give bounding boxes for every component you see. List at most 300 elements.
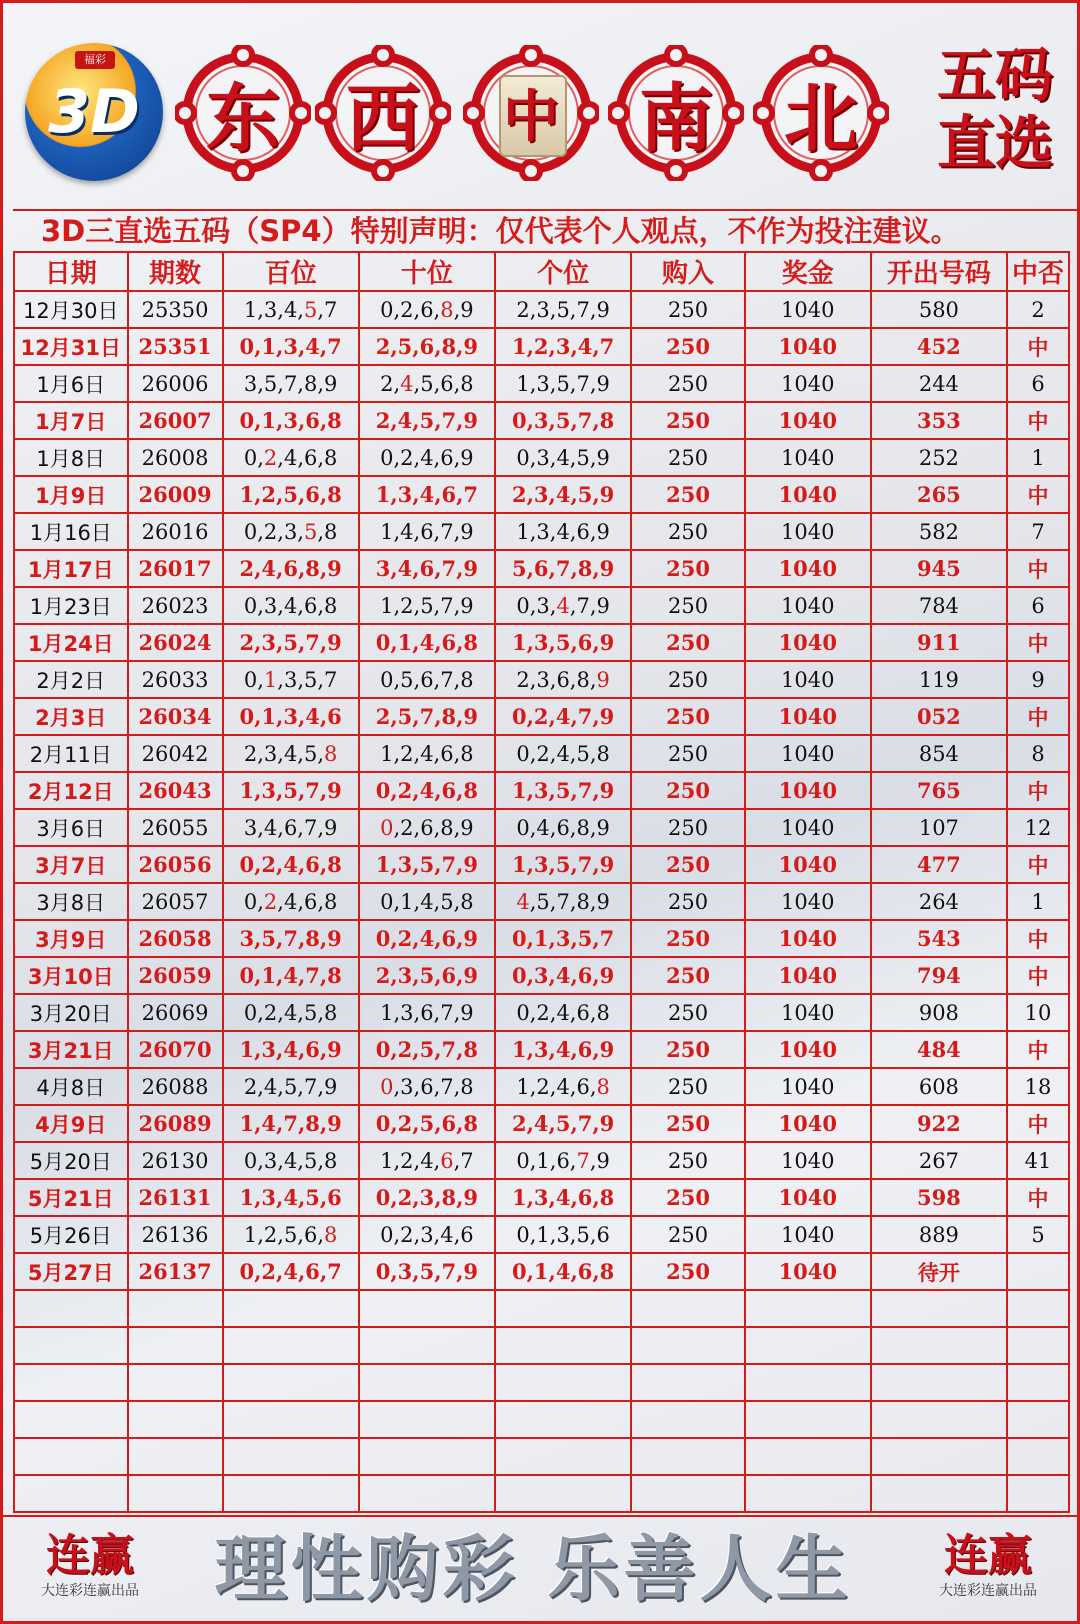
col-header-units: 个位 — [495, 252, 631, 291]
empty-cell — [14, 1475, 128, 1512]
logo-text: 3D — [48, 77, 140, 147]
digit-text: ,9 — [589, 1148, 610, 1173]
header-banner — [3, 3, 1077, 208]
cell-result: 477 — [871, 846, 1007, 883]
cell-status: 18 — [1007, 1068, 1069, 1105]
digit-text: 2,4,6,8,9 — [239, 556, 342, 581]
digit-text: 1,2,5,7,9 — [380, 593, 474, 618]
digit-text: ,5,7,8,9 — [529, 889, 610, 914]
cell-tens — [359, 550, 495, 587]
cell-cost: 250 — [631, 735, 745, 772]
cell-cost: 250 — [631, 328, 745, 365]
empty-cell — [495, 1290, 631, 1327]
cell-date: 1月9日 — [14, 476, 128, 513]
table-row — [14, 1105, 1069, 1142]
cell-cost: 250 — [631, 1068, 745, 1105]
cell-result: 765 — [871, 772, 1007, 809]
digit-text: 1,3,4,6,8 — [511, 1185, 615, 1210]
cell-cost: 250 — [631, 439, 745, 476]
cell-prize: 1040 — [745, 772, 871, 809]
empty-row — [14, 1475, 1069, 1512]
cell-issue: 26042 — [128, 735, 223, 772]
cell-prize: 1040 — [745, 735, 871, 772]
col-header-result: 开出号码 — [871, 252, 1007, 291]
digit-text: 0,2,4,6,7 — [239, 1259, 342, 1284]
table-row — [14, 1179, 1069, 1216]
cell-units — [495, 1068, 631, 1105]
table-row — [14, 439, 1069, 476]
digit-text: 0,2,4,6,8 — [239, 852, 342, 877]
cell-hundreds — [223, 957, 359, 994]
five-code-title — [935, 41, 1055, 177]
empty-cell — [631, 1438, 745, 1475]
digit-text: 1,2,4,6, — [516, 1074, 597, 1099]
direction-char: 中 — [503, 85, 559, 150]
cell-tens — [359, 772, 495, 809]
empty-row — [14, 1401, 1069, 1438]
cell-cost: 250 — [631, 846, 745, 883]
empty-cell — [1007, 1475, 1069, 1512]
digit-text: 1,3,5,7,9 — [516, 371, 610, 396]
col-header-status: 中否 — [1007, 252, 1069, 291]
cell-prize: 1040 — [745, 439, 871, 476]
matched-digit: 7 — [576, 1148, 590, 1173]
cell-cost: 250 — [631, 957, 745, 994]
matched-digit: 0 — [380, 815, 394, 840]
cell-issue: 26137 — [128, 1253, 223, 1290]
cell-prize: 1040 — [745, 550, 871, 587]
cell-units — [495, 661, 631, 698]
cell-prize: 1040 — [745, 587, 871, 624]
digit-text: 3,4,6,7,9 — [375, 556, 479, 581]
empty-cell — [495, 1475, 631, 1512]
cell-tens — [359, 365, 495, 402]
cell-tens — [359, 439, 495, 476]
cell-status: 中 — [1007, 1179, 1069, 1216]
digit-text: 2, — [380, 371, 401, 396]
cell-status: 中 — [1007, 624, 1069, 661]
cell-status: 中 — [1007, 402, 1069, 439]
disclaimer-notice: 3D三直选五码（SP4）特别声明：仅代表个人观点，不作为投注建议。 — [13, 209, 1080, 251]
cell-hundreds — [223, 624, 359, 661]
empty-cell — [495, 1438, 631, 1475]
cell-result: 922 — [871, 1105, 1007, 1142]
cell-units — [495, 365, 631, 402]
cell-issue: 26070 — [128, 1031, 223, 1068]
cell-cost: 250 — [631, 476, 745, 513]
cell-result: 119 — [871, 661, 1007, 698]
cell-result: 598 — [871, 1179, 1007, 1216]
cell-hundreds — [223, 772, 359, 809]
table-row — [14, 661, 1069, 698]
brand-name-left: 连赢 — [46, 1530, 134, 1581]
digit-text: 0,2,4,5,8 — [516, 741, 610, 766]
cell-units — [495, 809, 631, 846]
empty-cell — [871, 1475, 1007, 1512]
matched-digit: 4 — [556, 593, 570, 618]
digit-text: 1,4,6,7,9 — [380, 519, 474, 544]
digit-text: 0,4,6,8,9 — [516, 815, 610, 840]
digit-text: 0,1,3,5,6 — [516, 1222, 610, 1247]
cell-tens — [359, 1068, 495, 1105]
cell-status: 41 — [1007, 1142, 1069, 1179]
cell-result: 608 — [871, 1068, 1007, 1105]
cell-tens — [359, 809, 495, 846]
cell-units — [495, 1105, 631, 1142]
table-row — [14, 476, 1069, 513]
digit-text: 2,5,7,8,9 — [375, 704, 479, 729]
cell-status: 中 — [1007, 920, 1069, 957]
cell-date: 3月7日 — [14, 846, 128, 883]
cell-hundreds — [223, 365, 359, 402]
cell-hundreds — [223, 1142, 359, 1179]
cell-prize: 1040 — [745, 1105, 871, 1142]
matched-digit: 5 — [303, 297, 318, 322]
cell-units — [495, 513, 631, 550]
empty-cell — [14, 1438, 128, 1475]
digit-text: 0,3,5,7,9 — [375, 1259, 479, 1284]
cell-tens — [359, 328, 495, 365]
digit-text: 0,3,4,6,8 — [243, 593, 338, 618]
cell-cost: 250 — [631, 550, 745, 587]
cell-status: 2 — [1007, 291, 1069, 328]
digit-text: 0,3,5,7,8 — [511, 408, 615, 433]
results-table — [13, 251, 1070, 1513]
cell-date: 2月2日 — [14, 661, 128, 698]
digit-text: 0,1,4,5,8 — [380, 889, 474, 914]
cell-status: 7 — [1007, 513, 1069, 550]
footer-banner — [3, 1515, 1077, 1623]
table-row — [14, 624, 1069, 661]
empty-cell — [359, 1475, 495, 1512]
cell-tens — [359, 291, 495, 328]
empty-cell — [871, 1401, 1007, 1438]
cell-result: 911 — [871, 624, 1007, 661]
brand-sub-right: 大连彩连赢出品 — [939, 1583, 1037, 1599]
digit-text: 1,3,5,6,9 — [511, 630, 615, 655]
cell-prize: 1040 — [745, 624, 871, 661]
empty-cell — [745, 1327, 871, 1364]
empty-cell — [128, 1475, 223, 1512]
cell-units — [495, 476, 631, 513]
digit-text: 0,2,3,4,6 — [380, 1222, 474, 1247]
cell-cost: 250 — [631, 1179, 745, 1216]
cell-date: 3月21日 — [14, 1031, 128, 1068]
cell-cost: 250 — [631, 661, 745, 698]
cell-date: 4月8日 — [14, 1068, 128, 1105]
digit-text: 1,2,4, — [380, 1148, 441, 1173]
cell-hundreds — [223, 1105, 359, 1142]
cell-cost: 250 — [631, 698, 745, 735]
digit-text: 0,2,4,6,9 — [375, 926, 479, 951]
cell-tens — [359, 1216, 495, 1253]
brand-logo-left — [25, 1531, 155, 1601]
cell-date: 1月16日 — [14, 513, 128, 550]
digit-text: 2,5,6,8,9 — [375, 334, 479, 359]
cell-hundreds — [223, 291, 359, 328]
cell-status: 中 — [1007, 476, 1069, 513]
table-header-row — [14, 252, 1069, 291]
cell-cost: 250 — [631, 587, 745, 624]
digit-text: 1,3,4,5,6 — [239, 1185, 342, 1210]
empty-cell — [223, 1401, 359, 1438]
digit-text: 0,3,4,5,9 — [516, 445, 610, 470]
cell-cost: 250 — [631, 920, 745, 957]
digit-text: 5,6,7,8,9 — [511, 556, 615, 581]
direction-circle — [463, 45, 599, 181]
cell-status: 中 — [1007, 328, 1069, 365]
cell-date: 2月11日 — [14, 735, 128, 772]
cell-date: 1月8日 — [14, 439, 128, 476]
cell-issue: 26033 — [128, 661, 223, 698]
digit-text: 2,3,4,5, — [243, 741, 325, 766]
cell-tens — [359, 402, 495, 439]
empty-cell — [1007, 1364, 1069, 1401]
cell-cost: 250 — [631, 365, 745, 402]
cell-date: 4月9日 — [14, 1105, 128, 1142]
empty-cell — [871, 1290, 1007, 1327]
cell-prize: 1040 — [745, 957, 871, 994]
cell-date: 1月7日 — [14, 402, 128, 439]
cell-prize: 1040 — [745, 476, 871, 513]
cell-hundreds — [223, 661, 359, 698]
empty-cell — [128, 1290, 223, 1327]
cell-issue: 26043 — [128, 772, 223, 809]
brand-sub-left: 大连彩连赢出品 — [41, 1583, 139, 1599]
cell-hundreds — [223, 1253, 359, 1290]
cell-units — [495, 291, 631, 328]
table-row — [14, 365, 1069, 402]
cell-issue: 26023 — [128, 587, 223, 624]
cell-result: 353 — [871, 402, 1007, 439]
digit-text: 3,5,7,8,9 — [243, 371, 338, 396]
empty-cell — [223, 1438, 359, 1475]
cell-prize: 1040 — [745, 994, 871, 1031]
matched-digit: 5 — [303, 519, 318, 544]
cell-date: 5月20日 — [14, 1142, 128, 1179]
cell-date: 1月24日 — [14, 624, 128, 661]
digit-text: 2,3,4,5,9 — [511, 482, 615, 507]
cell-result: 452 — [871, 328, 1007, 365]
digit-text: 0,1,6, — [516, 1148, 577, 1173]
table-row — [14, 883, 1069, 920]
empty-cell — [223, 1364, 359, 1401]
empty-row — [14, 1364, 1069, 1401]
cell-issue: 26007 — [128, 402, 223, 439]
cell-result: 267 — [871, 1142, 1007, 1179]
cell-hundreds — [223, 698, 359, 735]
table-row — [14, 920, 1069, 957]
digit-text: 0,3,4,6,9 — [511, 963, 615, 988]
cell-units — [495, 402, 631, 439]
cell-cost: 250 — [631, 1031, 745, 1068]
cell-prize: 1040 — [745, 1142, 871, 1179]
cell-issue: 26130 — [128, 1142, 223, 1179]
cell-tens — [359, 476, 495, 513]
cell-result: 265 — [871, 476, 1007, 513]
digit-text: 0,1,4,6,8 — [375, 630, 479, 655]
cell-date: 3月20日 — [14, 994, 128, 1031]
digit-text: 1,3,4, — [243, 297, 304, 322]
cell-issue: 26016 — [128, 513, 223, 550]
empty-cell — [871, 1327, 1007, 1364]
slogan: 理性购彩 乐善人生 — [214, 1527, 852, 1611]
table-row — [14, 513, 1069, 550]
table-row — [14, 698, 1069, 735]
empty-cell — [745, 1290, 871, 1327]
digit-text: 2,3,5,6,9 — [375, 963, 479, 988]
col-header-hundreds: 百位 — [223, 252, 359, 291]
cell-tens — [359, 1142, 495, 1179]
empty-cell — [359, 1327, 495, 1364]
digit-text: ,4,6,8 — [277, 445, 338, 470]
cell-tens — [359, 920, 495, 957]
cell-cost: 250 — [631, 291, 745, 328]
table-row — [14, 735, 1069, 772]
table-row — [14, 772, 1069, 809]
cell-prize: 1040 — [745, 365, 871, 402]
digit-text: 0,1,3,6,8 — [239, 408, 342, 433]
cell-result: 945 — [871, 550, 1007, 587]
empty-cell — [14, 1327, 128, 1364]
cell-tens — [359, 883, 495, 920]
cell-issue: 26017 — [128, 550, 223, 587]
cell-prize: 1040 — [745, 1216, 871, 1253]
cell-hundreds — [223, 328, 359, 365]
cell-status: 6 — [1007, 365, 1069, 402]
col-header-prize: 奖金 — [745, 252, 871, 291]
digit-text: 0,2,4,6,8 — [516, 1000, 610, 1025]
cell-prize: 1040 — [745, 883, 871, 920]
digit-text: ,7 — [453, 1148, 474, 1173]
cell-cost: 250 — [631, 1216, 745, 1253]
matched-digit: 8 — [324, 1222, 338, 1247]
empty-cell — [14, 1290, 128, 1327]
cell-issue: 26009 — [128, 476, 223, 513]
digit-text: 1,3,5,7,9 — [239, 778, 342, 803]
cell-issue: 26089 — [128, 1105, 223, 1142]
cell-units — [495, 957, 631, 994]
cell-cost: 250 — [631, 402, 745, 439]
matched-digit: 8 — [596, 1074, 610, 1099]
empty-cell — [14, 1364, 128, 1401]
cell-result: 543 — [871, 920, 1007, 957]
cell-issue: 26131 — [128, 1179, 223, 1216]
matched-digit: 8 — [324, 741, 338, 766]
cell-hundreds — [223, 476, 359, 513]
digit-text: 0, — [243, 667, 264, 692]
cell-date: 1月17日 — [14, 550, 128, 587]
cell-issue: 26056 — [128, 846, 223, 883]
cell-status: 9 — [1007, 661, 1069, 698]
cell-cost: 250 — [631, 994, 745, 1031]
cell-prize: 1040 — [745, 661, 871, 698]
digit-text: 1,3,5,7,9 — [511, 852, 615, 877]
digit-text: 2,4,5,7,9 — [243, 1074, 338, 1099]
digit-text: 1,2,3,4,7 — [511, 334, 615, 359]
empty-cell — [128, 1364, 223, 1401]
table-row — [14, 994, 1069, 1031]
direction-circle — [608, 45, 744, 181]
cell-cost: 250 — [631, 513, 745, 550]
table-body — [14, 291, 1069, 1512]
digit-text: ,3,5,7 — [277, 667, 338, 692]
cell-units — [495, 1179, 631, 1216]
cell-units — [495, 920, 631, 957]
cell-units — [495, 439, 631, 476]
digit-text: 1,3,5,7,9 — [375, 852, 479, 877]
empty-cell — [128, 1438, 223, 1475]
empty-cell — [745, 1401, 871, 1438]
digit-text: 0,2,3,8,9 — [375, 1185, 479, 1210]
cell-result: 244 — [871, 365, 1007, 402]
cell-status: 中 — [1007, 772, 1069, 809]
cell-status: 中 — [1007, 1105, 1069, 1142]
cell-hundreds — [223, 587, 359, 624]
cell-units — [495, 994, 631, 1031]
cell-status: 中 — [1007, 1031, 1069, 1068]
empty-cell — [871, 1364, 1007, 1401]
cell-issue: 26055 — [128, 809, 223, 846]
empty-cell — [1007, 1290, 1069, 1327]
cell-status: 中 — [1007, 698, 1069, 735]
empty-cell — [745, 1475, 871, 1512]
cell-units — [495, 772, 631, 809]
table-row — [14, 1031, 1069, 1068]
empty-cell — [359, 1364, 495, 1401]
cell-tens — [359, 1179, 495, 1216]
cell-date: 12月31日 — [14, 328, 128, 365]
col-header-date: 日期 — [14, 252, 128, 291]
cell-result: 582 — [871, 513, 1007, 550]
digit-text: ,3,6,7,8 — [393, 1074, 474, 1099]
empty-cell — [495, 1327, 631, 1364]
matched-digit: 2 — [263, 889, 278, 914]
digit-text: 0, — [243, 445, 264, 470]
cell-units — [495, 735, 631, 772]
matched-digit: 1 — [263, 667, 278, 692]
digit-text: 0,1,4,7,8 — [239, 963, 342, 988]
empty-row — [14, 1438, 1069, 1475]
cell-status: 1 — [1007, 439, 1069, 476]
cell-tens — [359, 513, 495, 550]
five-code-title-line1: 五码 — [936, 41, 1053, 109]
digit-text: 0,2,4,6,8 — [375, 778, 479, 803]
cell-result: 107 — [871, 809, 1007, 846]
cell-result: 264 — [871, 883, 1007, 920]
cell-date: 5月26日 — [14, 1216, 128, 1253]
cell-prize: 1040 — [745, 698, 871, 735]
cell-issue: 25351 — [128, 328, 223, 365]
digit-text: 1,3,4,6,9 — [511, 1037, 615, 1062]
digit-text: 2,4,5,7,9 — [511, 1111, 615, 1136]
cell-status: 10 — [1007, 994, 1069, 1031]
cell-result: 854 — [871, 735, 1007, 772]
digit-text: 1,2,5,6,8 — [239, 482, 342, 507]
cell-date: 3月9日 — [14, 920, 128, 957]
cell-prize: 1040 — [745, 513, 871, 550]
empty-cell — [223, 1327, 359, 1364]
cell-units — [495, 1216, 631, 1253]
table-row — [14, 846, 1069, 883]
five-code-title-line2: 直选 — [936, 109, 1053, 177]
cell-tens — [359, 698, 495, 735]
brand-logo-right — [923, 1531, 1053, 1601]
cell-issue: 26006 — [128, 365, 223, 402]
cell-date: 5月21日 — [14, 1179, 128, 1216]
cell-tens — [359, 1105, 495, 1142]
cell-units — [495, 328, 631, 365]
